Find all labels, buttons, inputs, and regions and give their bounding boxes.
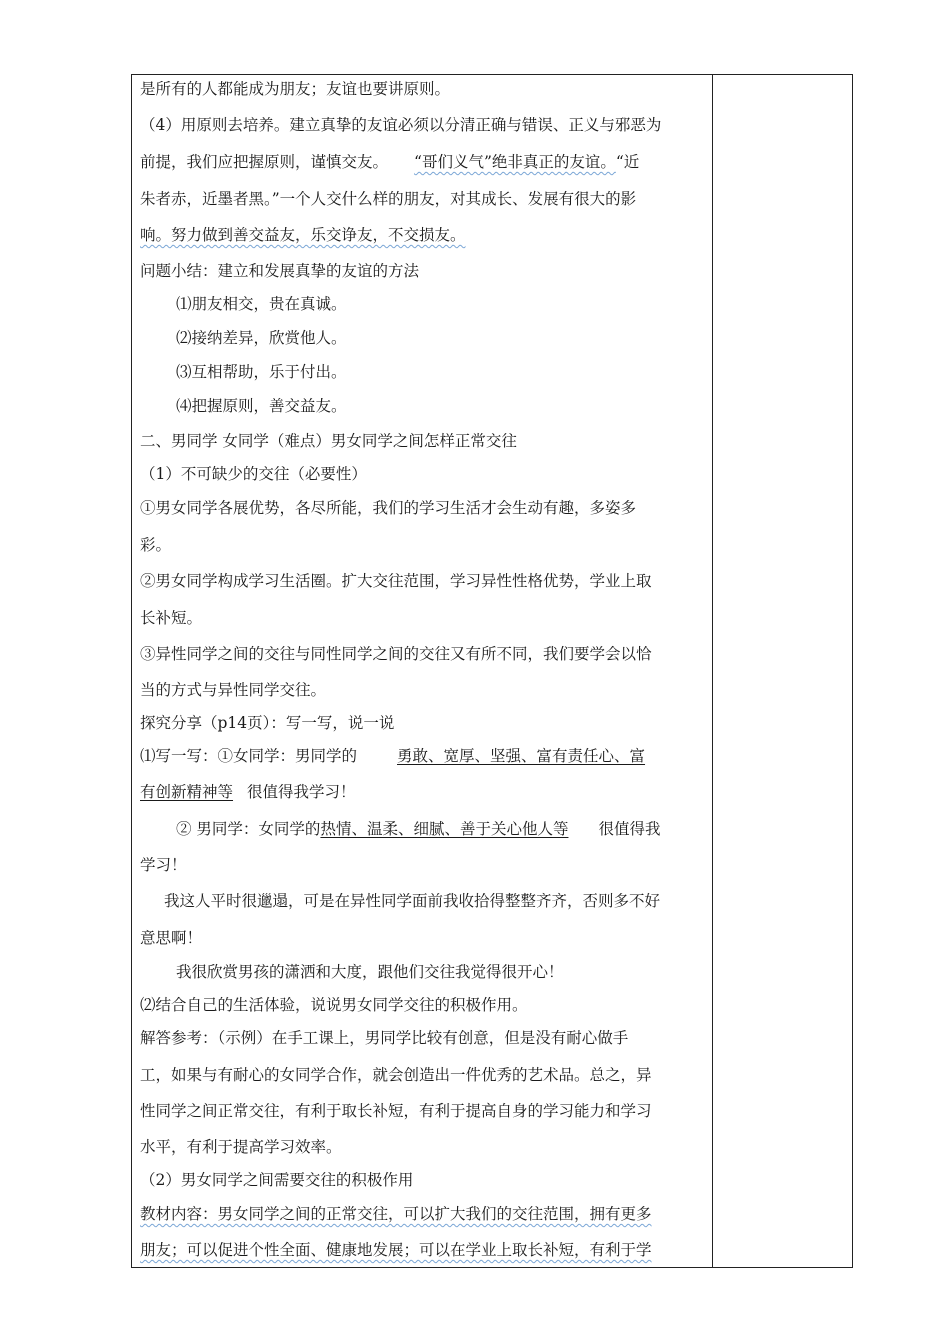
- text-line: [140, 1239, 652, 1261]
- answer-blank: 有创新精神等: [140, 783, 234, 801]
- text-line: 是所有的人都能成为朋友；友谊也要讲原则。: [140, 80, 451, 98]
- list-item: ⑵接纳差异，欣赏他人。: [176, 329, 347, 347]
- subheading: （1）不可缺少的交往（必要性）: [140, 465, 367, 483]
- text-line: 性同学之间正常交往，有利于取长补短，有利于提高自身的学习能力和学习: [140, 1102, 652, 1120]
- emphasis-text: “哥们义气”绝非真正的友谊。: [414, 153, 616, 171]
- notes-column: [716, 75, 852, 1267]
- emphasis-text: 响。努力做到善交益友，乐交诤友，不交损友。: [140, 226, 466, 244]
- text-line: [176, 818, 660, 840]
- text-line: 水平，有利于提高学习效率。: [140, 1138, 342, 1156]
- text-line: 意思啊！: [140, 929, 203, 947]
- column-divider: [712, 75, 713, 1267]
- list-item: ⑶互相帮助，乐于付出。: [176, 363, 347, 381]
- text-line: ①男女同学各展优势，各尽所能，我们的学习生活才会生动有趣，多姿多: [140, 499, 637, 517]
- emphasis-text: 朋友；可以促进个性全面、健康地发展；可以在学业上取长补短，有利于学: [140, 1241, 652, 1259]
- text-segment: “近: [615, 153, 640, 171]
- text-line: 当的方式与异性同学交往。: [140, 681, 327, 699]
- text-line: 工，如果与有耐心的女同学合作，就会创造出一件优秀的艺术品。总之，异: [140, 1066, 652, 1084]
- text-line: ⑵结合自己的生活体验，说说男女同学交往的积极作用。: [140, 996, 528, 1014]
- text-segment: 前提，我们应把握原则，谨慎交友。: [140, 153, 389, 171]
- text-segment: 很值得我学习！: [247, 783, 356, 801]
- text-line: [140, 781, 356, 803]
- text-line: 解答参考：（示例）在手工课上，男同学比较有创意，但是没有耐心做手: [140, 1029, 629, 1047]
- list-item: ⑷把握原则，善交益友。: [176, 397, 347, 415]
- text-line: [140, 224, 466, 246]
- text-line: ②男女同学构成学习生活圈。扩大交往范围，学习异性性格优势，学业上取: [140, 572, 652, 590]
- text-segment: ② 男同学：女同学的: [176, 820, 321, 838]
- subheading: （2）男女同学之间需要交往的积极作用: [140, 1171, 414, 1189]
- section-heading: 二、男同学 女同学（难点）男女同学之间怎样正常交往: [140, 432, 517, 450]
- text-line: 彩。: [140, 536, 172, 554]
- text-line: 问题小结：建立和发展真挚的友谊的方法: [140, 262, 420, 280]
- lesson-table: [131, 74, 853, 1268]
- text-segment: ⑴写一写：①女同学：男同学的: [140, 747, 358, 765]
- text-line: ③异性同学之间的交往与同性同学之间的交往又有所不同，我们要学会以恰: [140, 645, 652, 663]
- answer-blank: 热情、温柔、细腻、善于关心他人等: [320, 820, 569, 838]
- text-line: [140, 745, 645, 767]
- text-line: 朱者赤，近墨者黑。”一个人交什么样的朋友，对其成长、发展有很大的影: [140, 190, 637, 208]
- list-item: ⑴朋友相交，贵在真诚。: [176, 295, 347, 313]
- text-segment: 很值得我: [598, 820, 661, 838]
- text-line: 学习！: [140, 856, 187, 874]
- answer-blank: 勇敢、宽厚、坚强、富有责任心、富: [397, 747, 646, 765]
- text-line: 我这人平时很邋遢，可是在异性同学面前我收拾得整整齐齐，否则多不好: [164, 892, 661, 910]
- text-line: 长补短。: [140, 609, 203, 627]
- text-line: （4）用原则去培养。建立真挚的友谊必须以分清正确与错误、正义与邪恶为: [140, 116, 662, 134]
- text-line: 我很欣赏男孩的潇洒和大度，跟他们交往我觉得很开心！: [176, 963, 564, 981]
- emphasis-text: 教材内容：男女同学之间的正常交往，可以扩大我们的交往范围，拥有更多: [140, 1205, 652, 1223]
- text-line: [140, 151, 639, 173]
- text-line: 探究分享（p14页）：写一写，说一说: [140, 714, 395, 732]
- text-line: [140, 1203, 652, 1225]
